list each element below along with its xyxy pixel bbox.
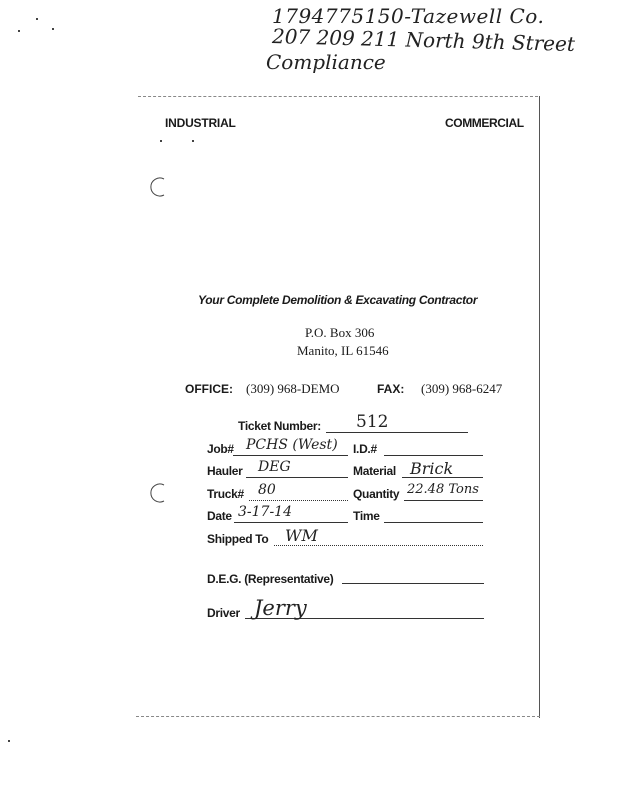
driver-signature: Jerry xyxy=(254,596,307,620)
hauler-value: DEG xyxy=(258,459,291,475)
handwritten-note-line-3: Compliance xyxy=(266,50,386,74)
scan-speck xyxy=(8,740,10,742)
quantity-value: 22.48 Tons xyxy=(407,482,479,497)
id-label: I.D.# xyxy=(353,442,377,456)
commercial-heading: COMMERCIAL xyxy=(445,116,524,130)
fax-phone: (309) 968-6247 xyxy=(421,381,503,396)
form-right-edge xyxy=(539,96,540,718)
scan-speck xyxy=(36,18,38,20)
scan-speck xyxy=(52,28,54,30)
city-state-zip: Manito, IL 61546 xyxy=(297,343,389,358)
job-line xyxy=(233,455,348,456)
scan-speck xyxy=(160,140,162,142)
form-top-edge xyxy=(138,96,538,97)
date-value: 3-17-14 xyxy=(238,504,292,520)
shipped-to-value: WM xyxy=(285,526,318,545)
industrial-heading: INDUSTRIAL xyxy=(165,116,236,130)
material-value: Brick xyxy=(410,459,454,478)
office-label: OFFICE: xyxy=(185,382,233,396)
ticket-number-label: Ticket Number: xyxy=(238,419,321,433)
form-bottom-edge xyxy=(136,716,540,717)
quantity-line xyxy=(404,500,483,501)
shipped-to-line xyxy=(274,545,483,546)
hole-punch-icon xyxy=(148,482,170,504)
ticket-number-value: 512 xyxy=(356,412,389,432)
office-phone: (309) 968-DEMO xyxy=(246,381,340,396)
hauler-label: Hauler xyxy=(207,464,243,478)
job-label: Job# xyxy=(207,442,234,456)
truck-line xyxy=(249,500,348,501)
scan-speck xyxy=(18,30,20,32)
representative-label: D.E.G. (Representative) xyxy=(207,572,334,586)
date-label: Date xyxy=(207,509,232,523)
quantity-label: Quantity xyxy=(353,487,400,501)
hole-punch-icon xyxy=(148,176,170,198)
company-tagline: Your Complete Demolition & Excavating Contractor xyxy=(198,293,478,307)
handwritten-note-line-1: 1794775150-Tazewell Co. xyxy=(272,4,545,28)
fax-label: FAX: xyxy=(377,382,405,396)
material-label: Material xyxy=(353,464,396,478)
date-line xyxy=(234,522,348,523)
hauler-line xyxy=(246,477,348,478)
scan-speck xyxy=(192,140,194,142)
time-label: Time xyxy=(353,509,380,523)
po-box: P.O. Box 306 xyxy=(305,325,375,340)
truck-label: Truck# xyxy=(207,487,244,501)
representative-line xyxy=(342,583,484,584)
truck-value: 80 xyxy=(258,482,276,498)
ticket-number-line xyxy=(326,432,468,433)
handwritten-note-line-2: 207 209 211 North 9th Street xyxy=(271,24,576,56)
id-line xyxy=(384,455,483,456)
job-value: PCHS (West) xyxy=(246,437,338,453)
driver-label: Driver xyxy=(207,606,240,620)
shipped-to-label: Shipped To xyxy=(207,532,269,546)
time-line xyxy=(384,522,483,523)
